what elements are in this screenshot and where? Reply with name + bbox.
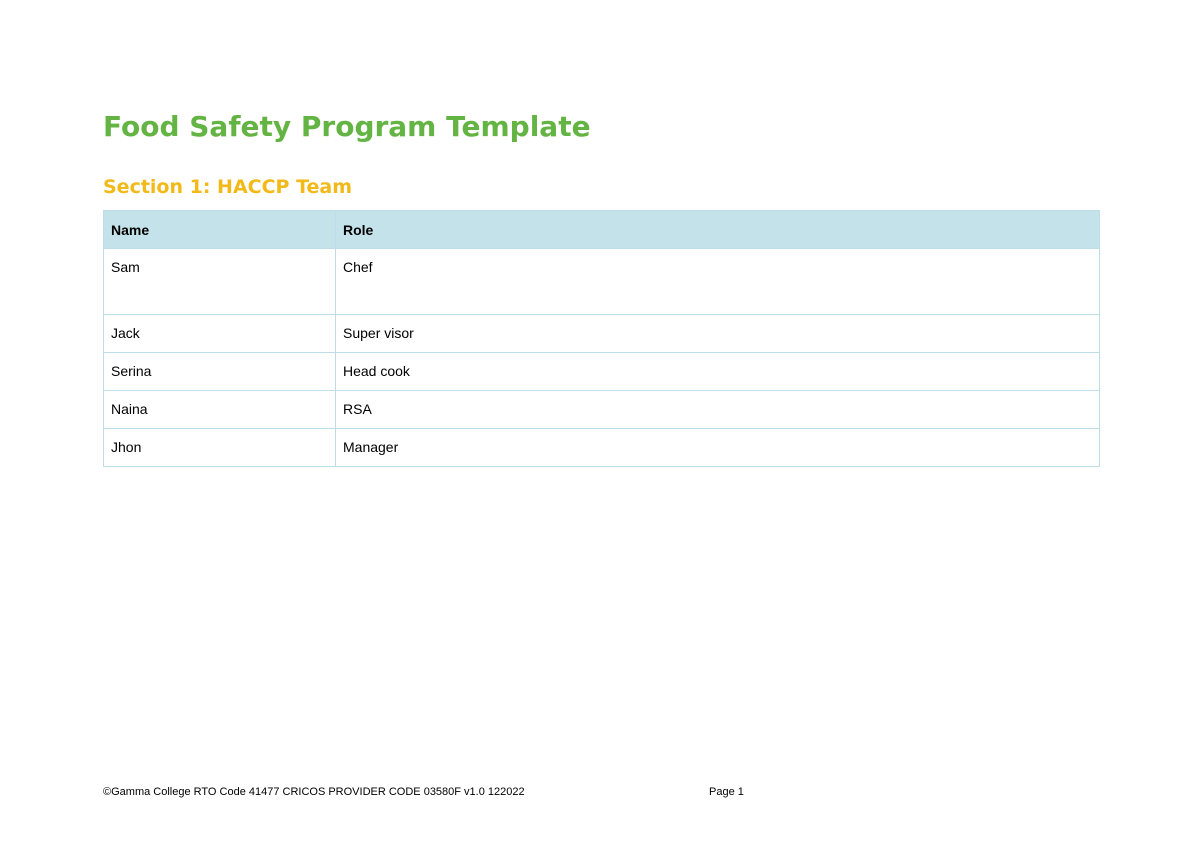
table-row bbox=[104, 315, 1100, 353]
table-header-row bbox=[104, 211, 1100, 249]
table-row bbox=[104, 249, 1100, 315]
member-name-cell: Jack bbox=[104, 315, 336, 353]
member-role-cell: Head cook bbox=[336, 353, 1100, 391]
footer-page-number: Page 1 bbox=[709, 786, 744, 798]
haccp-team-table bbox=[103, 210, 1100, 467]
member-name-cell: Sam bbox=[104, 249, 336, 315]
member-role-cell: Super visor bbox=[336, 315, 1100, 353]
table-row bbox=[104, 429, 1100, 467]
member-role-cell: RSA bbox=[336, 391, 1100, 429]
member-name-cell: Serina bbox=[104, 353, 336, 391]
column-header-role: Role bbox=[336, 211, 1100, 249]
member-name-cell: Jhon bbox=[104, 429, 336, 467]
member-role-cell: Manager bbox=[336, 429, 1100, 467]
table-row bbox=[104, 353, 1100, 391]
table-row bbox=[104, 391, 1100, 429]
column-header-name: Name bbox=[104, 211, 336, 249]
member-role-cell: Chef bbox=[336, 249, 1100, 315]
footer-copyright: ©Gamma College RTO Code 41477 CRICOS PROVIDER CODE 03580F v1.0 122022 bbox=[103, 786, 525, 798]
document-title: Food Safety Program Template bbox=[103, 110, 591, 143]
member-name-cell: Naina bbox=[104, 391, 336, 429]
section-heading: Section 1: HACCP Team bbox=[103, 176, 353, 198]
